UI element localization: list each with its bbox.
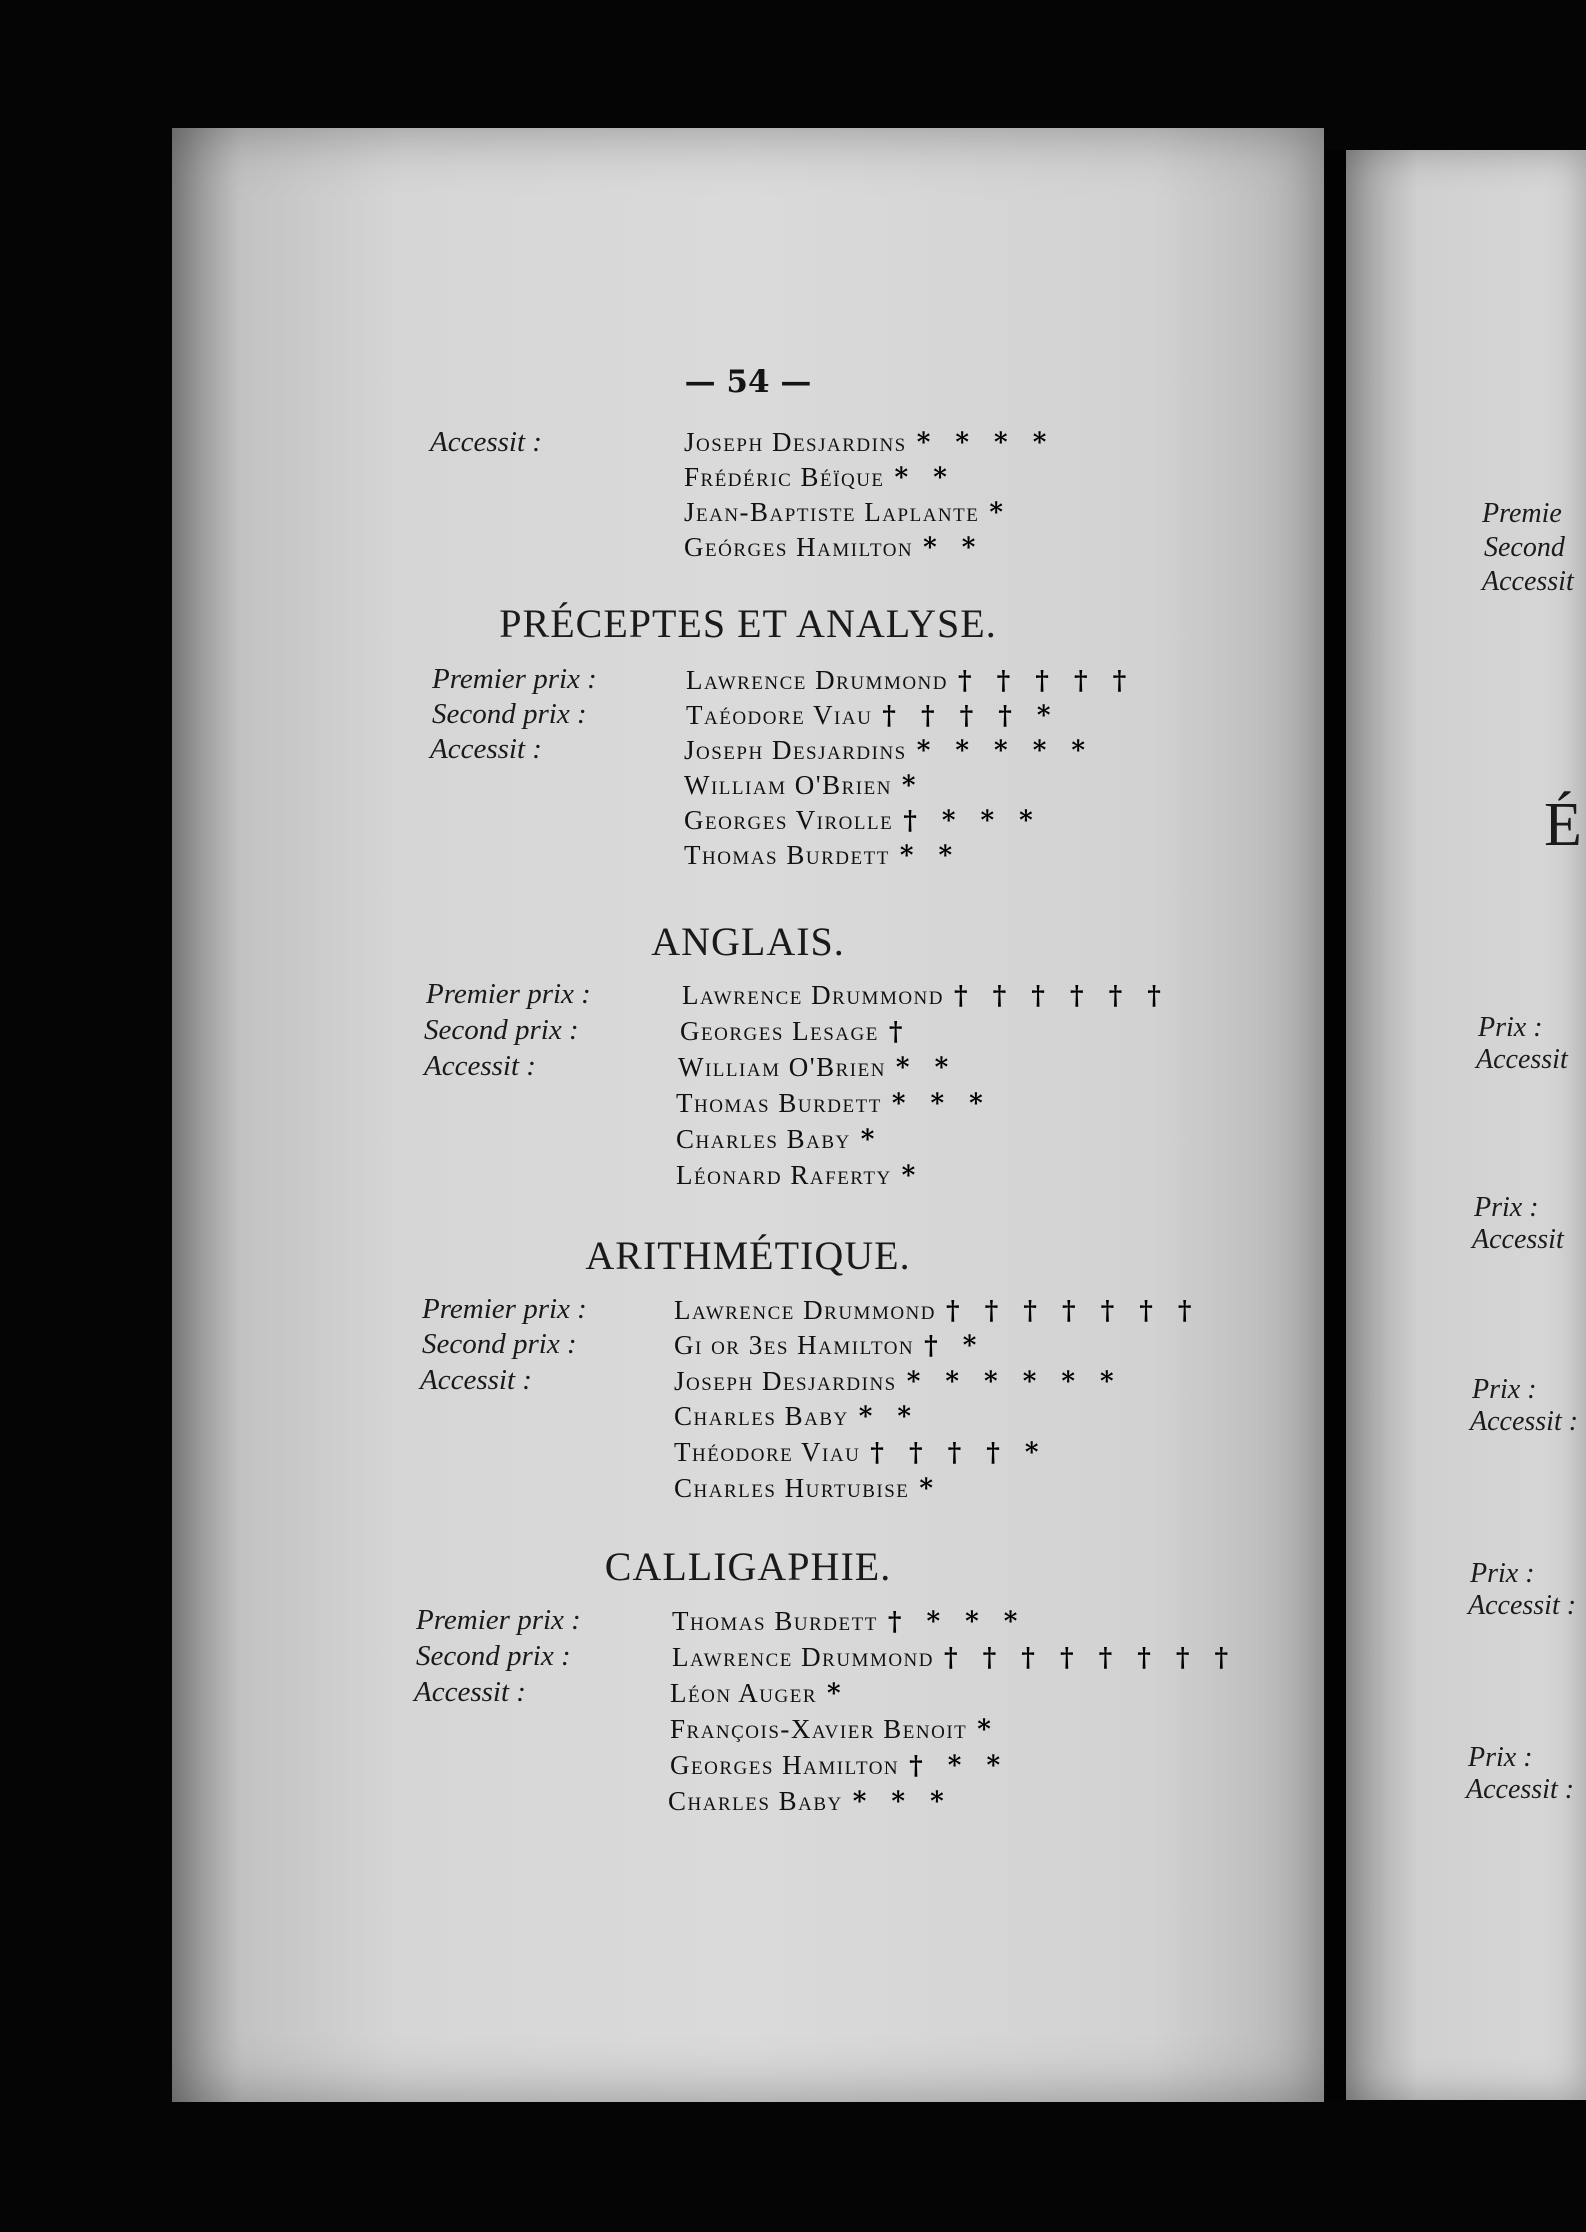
list-item bbox=[684, 770, 924, 801]
student-name: Gi or 3es Hamilton bbox=[674, 1330, 915, 1360]
fragment-label: Accessit bbox=[1472, 1224, 1564, 1255]
student-name: Lawrence Drummond bbox=[682, 980, 944, 1010]
marks: * * * * * bbox=[916, 736, 1093, 766]
fragment-label: Accessit : bbox=[1468, 1590, 1577, 1621]
marks: * * * bbox=[891, 1089, 991, 1119]
marks: * * bbox=[923, 533, 984, 563]
fragment-label: Accessit bbox=[1482, 566, 1574, 597]
prize-label: Premier prix : bbox=[416, 1604, 581, 1636]
fragment-label: Prix : bbox=[1474, 1192, 1539, 1223]
list-item bbox=[674, 1295, 1200, 1326]
fragment-label: Prix : bbox=[1472, 1374, 1537, 1405]
marks: † † † † † † bbox=[954, 981, 1169, 1011]
student-name: Lawrence Drummond bbox=[672, 1642, 934, 1672]
fragment-label: Premie bbox=[1482, 498, 1562, 529]
marks: * bbox=[901, 771, 924, 801]
marks: † * bbox=[924, 1331, 985, 1361]
student-name: Théodore Viau bbox=[674, 1437, 861, 1467]
prize-label: Second prix : bbox=[432, 698, 587, 730]
list-item bbox=[684, 805, 1041, 836]
fragment-label: Second bbox=[1484, 532, 1565, 563]
list-item bbox=[674, 1401, 919, 1432]
student-name: François-Xavier Benoit bbox=[670, 1714, 968, 1744]
prize-label: Second prix : bbox=[416, 1640, 571, 1672]
marks: * bbox=[827, 1679, 849, 1709]
list-item bbox=[668, 1786, 952, 1817]
student-name: Thomas Burdett bbox=[676, 1088, 882, 1118]
left-page bbox=[172, 128, 1324, 2102]
marks: † † † † † † † bbox=[946, 1296, 1200, 1326]
marks: * * bbox=[894, 463, 955, 493]
fragment-label: Prix : bbox=[1470, 1558, 1535, 1589]
accessit-label: Accessit : bbox=[430, 426, 542, 458]
list-item bbox=[672, 1606, 1025, 1637]
list-item bbox=[680, 1016, 910, 1047]
list-item bbox=[686, 665, 1134, 696]
marks: * * * * bbox=[916, 428, 1055, 458]
fragment-label: Accessit : bbox=[1466, 1774, 1575, 1805]
list-item bbox=[676, 1124, 882, 1155]
student-name: Joseph Desjardins bbox=[674, 1366, 897, 1396]
marks: * bbox=[860, 1125, 883, 1155]
prize-label: Premier prix : bbox=[422, 1293, 587, 1325]
student-name: Lawrence Drummond bbox=[674, 1295, 936, 1325]
fragment-big-letter: É bbox=[1544, 791, 1582, 859]
page-gutter bbox=[1326, 150, 1346, 2100]
list-item bbox=[676, 1088, 991, 1119]
marks: † † † † † bbox=[958, 666, 1135, 696]
prize-label: Accessit : bbox=[420, 1364, 532, 1396]
student-name: Thomas Burdett bbox=[684, 840, 890, 870]
student-name: Geórges Hamilton bbox=[684, 532, 914, 562]
list-item bbox=[672, 1642, 1236, 1673]
student-name: Taéodore Viau bbox=[686, 700, 873, 730]
marks: † * * bbox=[909, 1751, 1009, 1781]
marks: * bbox=[919, 1474, 942, 1504]
marks: † † † † * bbox=[870, 1438, 1047, 1468]
student-name: Georges Hamilton bbox=[670, 1750, 900, 1780]
prize-label: Second prix : bbox=[424, 1014, 579, 1046]
student-name: Joseph Desjardins bbox=[684, 735, 907, 765]
student-name: Thomas Burdett bbox=[672, 1606, 878, 1636]
section-title: ARITHMÉTIQUE. bbox=[585, 1233, 911, 1278]
right-page-fragment bbox=[1346, 150, 1586, 2100]
marks: * * * * * * bbox=[906, 1367, 1122, 1397]
fragment-label: Prix : bbox=[1478, 1012, 1543, 1043]
prize-label: Accessit : bbox=[430, 733, 542, 765]
list-item bbox=[670, 1714, 999, 1745]
student-name: Georges Virolle bbox=[684, 805, 894, 835]
marks: * * bbox=[858, 1402, 920, 1432]
marks: * bbox=[901, 1161, 924, 1191]
marks: † bbox=[888, 1017, 911, 1047]
fragment-label: Accessit bbox=[1476, 1044, 1568, 1075]
marks: * * * bbox=[852, 1787, 952, 1817]
prize-label: Accessit : bbox=[424, 1050, 536, 1082]
list-item bbox=[684, 462, 955, 493]
student-name: William O'Brien bbox=[678, 1052, 886, 1082]
student-name: Lawrence Drummond bbox=[686, 665, 948, 695]
marks: † * * * bbox=[887, 1607, 1026, 1637]
list-item bbox=[674, 1330, 984, 1361]
list-item bbox=[674, 1366, 1122, 1397]
list-item bbox=[676, 1160, 923, 1191]
list-item bbox=[684, 427, 1054, 458]
prize-label: Premier prix : bbox=[432, 663, 597, 695]
student-name: Charles Baby bbox=[674, 1401, 849, 1431]
list-item bbox=[674, 1473, 941, 1504]
marks: * * bbox=[895, 1053, 957, 1083]
student-name: Léon Auger bbox=[670, 1678, 818, 1708]
list-item bbox=[684, 735, 1093, 766]
marks: * bbox=[989, 498, 1011, 528]
marks: † * * * bbox=[903, 806, 1041, 836]
list-item bbox=[686, 700, 1059, 731]
list-item bbox=[670, 1750, 1008, 1781]
prize-label: Second prix : bbox=[422, 1328, 577, 1360]
list-item bbox=[684, 532, 983, 563]
marks: † † † † † † † † bbox=[944, 1643, 1237, 1673]
marks: † † † † * bbox=[882, 701, 1059, 731]
student-name: Jean-Baptiste Laplante bbox=[684, 497, 980, 527]
marks: * * bbox=[899, 841, 961, 871]
fragment-label: Accessit : bbox=[1470, 1406, 1579, 1437]
student-name: Léonard Raferty bbox=[676, 1160, 892, 1190]
page-number: — 54 — bbox=[684, 364, 812, 400]
marks: * bbox=[977, 1715, 999, 1745]
section-title: CALLIGAPHIE. bbox=[604, 1544, 892, 1589]
section-title: PRÉCEPTES ET ANALYSE. bbox=[499, 601, 997, 646]
list-item bbox=[678, 1052, 956, 1083]
student-name: Georges Lesage bbox=[680, 1016, 879, 1046]
prize-label: Premier prix : bbox=[426, 978, 591, 1010]
student-name: Charles Baby bbox=[668, 1786, 843, 1816]
student-name: Joseph Desjardins bbox=[684, 427, 907, 457]
list-item bbox=[670, 1678, 849, 1709]
list-item bbox=[682, 980, 1169, 1011]
student-name: Frédéric Béïque bbox=[684, 462, 885, 492]
prize-label: Accessit : bbox=[414, 1676, 526, 1708]
list-item bbox=[684, 840, 960, 871]
section-title: ANGLAIS. bbox=[651, 919, 845, 964]
student-name: William O'Brien bbox=[684, 770, 892, 800]
list-item bbox=[674, 1437, 1047, 1468]
student-name: Charles Hurtubise bbox=[674, 1473, 910, 1503]
fragment-label: Prix : bbox=[1468, 1742, 1533, 1773]
list-item bbox=[684, 497, 1011, 528]
student-name: Charles Baby bbox=[676, 1124, 851, 1154]
